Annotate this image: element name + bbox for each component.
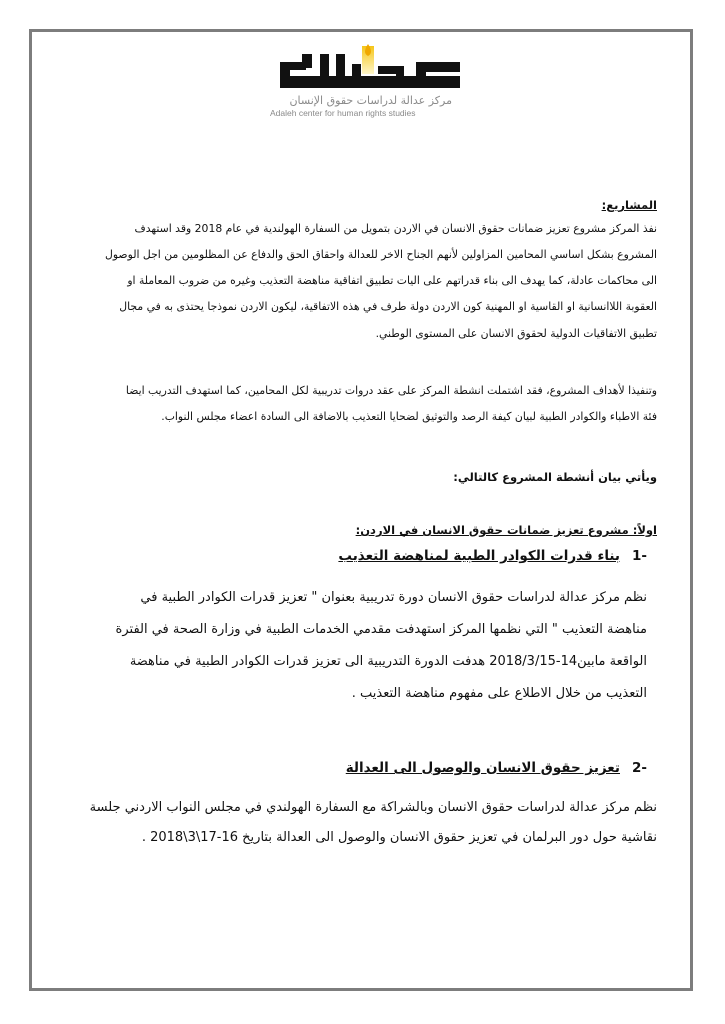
logo-subtitle-english: Adaleh center for human rights studies [270,108,416,118]
item-line: نظم مركز عدالة لدراسات حقوق الانسان دورة تدريبية بعنوان " تعزيز قدرات الكوادر الطبية في [140,590,647,605]
implementation-line: فئة الاطباء والكوادر الطبية لبيان كيفة الرصد والتوثيق لضحايا التعذيب بالاضافة الى السادة اعضاء مجلس النواب. [161,410,657,423]
item-title: بناء قدرات الكوادر الطبية لمناهضة التعذيب [338,548,620,564]
adaleh-wordmark-icon [270,42,470,92]
intro-line: تطبيق الاتفاقيات الدولية لحقوق الانسان على المستوى الوطني. [375,327,657,340]
intro-line: العقوبة اللاانسانية او القاسية او المهنية كون الاردن دولة طرف في هذه الاتفاقية، ليكون الاردن نموذجا يحتذى به في مجال [119,300,657,313]
item-number: 2- [632,760,647,776]
intro-line: الى محاكمات عادلة، كما يهدف الى بناء قدراتهم على اليات تطبيق اتفاقية مناهضة التعذيب وغيره من ضروب المعاملة او [127,274,658,287]
activities-intro: ويأتي بيان أنشطة المشروع كالتالي: [453,470,657,484]
project-heading: اولاً: مشروع تعزيز ضمانات حقوق الانسان في الاردن: [355,523,657,537]
item-2-heading [346,760,647,776]
section-title: المشاريع: [601,198,657,212]
item-line: نظم مركز عدالة لدراسات حقوق الانسان وبالشراكة مع السفارة الهولندي في مجلس النواب الاردني جلسة [89,800,657,815]
logo-subtitle-arabic: مركز عدالة لدراسات حقوق الإنسان [289,94,452,107]
implementation-line: وتنفيذا لأهداف المشروع، فقد اشتملت انشطة المركز على عقد دروات تدريبية لكل المحامين، كما استهدف التدريب ايضا [125,384,658,397]
item-line: مناهضة التعذيب " التي نظمها المركز استهدفت مقدمي الخدمات الطبية في وزارة الصحة في الفترة [115,622,647,637]
item-number: 1- [632,548,647,564]
page-border [29,29,693,991]
intro-line: المشروع بشكل اساسي المحامين المزاولين لأنهم الجناح الاخر للعدالة واحقاق الحق والدفاع عن المظلومين من اجل الوصول [104,248,657,261]
item-1-heading [338,548,647,564]
item-line: التعذيب من خلال الاطلاع على مفهوم مناهضة التعذيب . [351,686,647,701]
item-line: الواقعة مابين14-2018/3/15 هدفت الدورة التدريبية الى تعزيز قدرات الكوادر الطبية في مناهضة [129,654,647,669]
item-line: نقاشية حول دور البرلمان في تعزيز حقوق الانسان والوصول الى العدالة بتاريخ 16-17\3\2018 . [141,830,657,845]
adaleh-logo [270,42,470,120]
item-title: تعزيز حقوق الانسان والوصول الى العدالة [345,760,620,776]
intro-line: نفذ المركز مشروع تعزيز ضمانات حقوق الانسان في الاردن بتمويل من السفارة الهولندية في عام 2018 وقد استهدف [134,222,657,235]
